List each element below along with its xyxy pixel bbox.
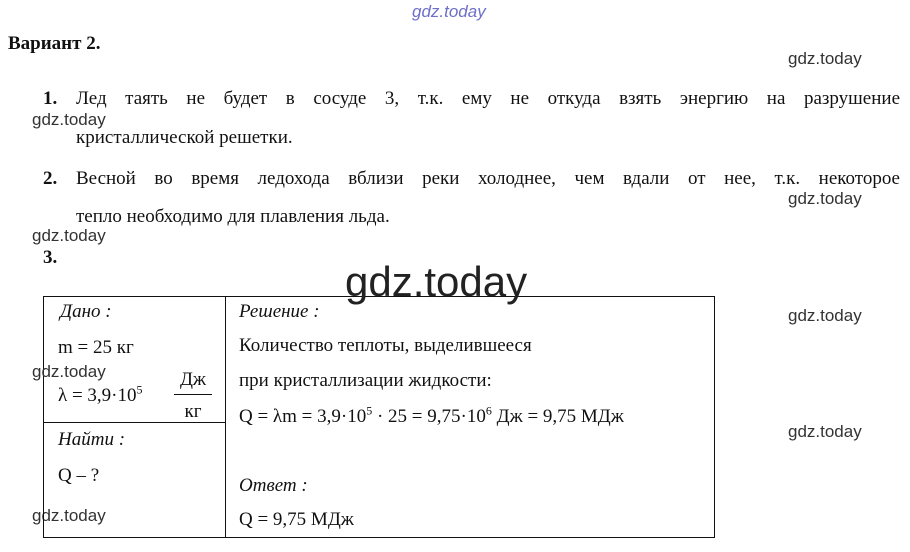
lambda-value: λ = 3,9·10 xyxy=(58,385,137,406)
watermark: gdz.today xyxy=(788,189,862,208)
watermark: gdz.today xyxy=(788,306,862,325)
given-lambda xyxy=(58,382,143,407)
formula-exponent: 6 xyxy=(485,403,492,418)
item-2-line-2: тепло необходимо для плавления льда. xyxy=(76,206,390,227)
formula-part: Q = λm = 3,9·10 xyxy=(239,406,367,427)
formula-part: Дж = 9,75 МДж xyxy=(491,406,624,427)
item-1-line-2: кристаллической решетки. xyxy=(76,127,293,148)
find-expression: Q – ? xyxy=(58,465,100,486)
watermark-top: gdz.today xyxy=(412,2,486,21)
unit-denominator: кг xyxy=(184,401,202,422)
watermark: gdz.today xyxy=(32,226,106,245)
given-mass: m = 25 кг xyxy=(58,337,134,358)
watermark: gdz.today xyxy=(32,362,106,381)
find-label: Найти : xyxy=(58,429,126,450)
given-label: Дано : xyxy=(60,301,112,322)
solution-text-line-1: Количество теплоты, выделившееся xyxy=(239,335,532,356)
item-number: 1. xyxy=(43,88,58,109)
solution-formula xyxy=(239,403,624,428)
solution-label: Решение : xyxy=(239,301,320,322)
watermark: gdz.today xyxy=(32,506,106,525)
item-2-line-1: Весной во время ледохода вблизи реки холоднее, чем вдали от нее, т.к. некоторое xyxy=(76,168,900,189)
answer-expression: Q = 9,75 МДж xyxy=(239,509,354,530)
formula-part: · 25 = 9,75·10 xyxy=(372,406,486,427)
table-divider-vertical xyxy=(225,297,226,537)
item-number: 2. xyxy=(43,168,58,189)
fraction-bar xyxy=(174,394,212,395)
watermark: gdz.today xyxy=(788,49,862,68)
variant-title: Вариант 2. xyxy=(8,33,101,54)
answer-label: Ответ : xyxy=(239,475,308,496)
watermark: gdz.today xyxy=(32,110,106,129)
lambda-exponent: 5 xyxy=(136,382,143,397)
unit-numerator: Дж xyxy=(179,369,207,390)
watermark: gdz.today xyxy=(788,422,862,441)
solution-text-line-2: при кристаллизации жидкости: xyxy=(239,370,492,391)
item-number: 3. xyxy=(43,247,58,268)
watermark-large: gdz.today xyxy=(345,258,528,305)
item-1-line-1: Лед таять не будет в сосуде 3, т.к. ему не откуда взять энергию на разрушение xyxy=(76,88,900,109)
problem-table xyxy=(43,296,715,538)
formula-exponent: 5 xyxy=(366,403,373,418)
